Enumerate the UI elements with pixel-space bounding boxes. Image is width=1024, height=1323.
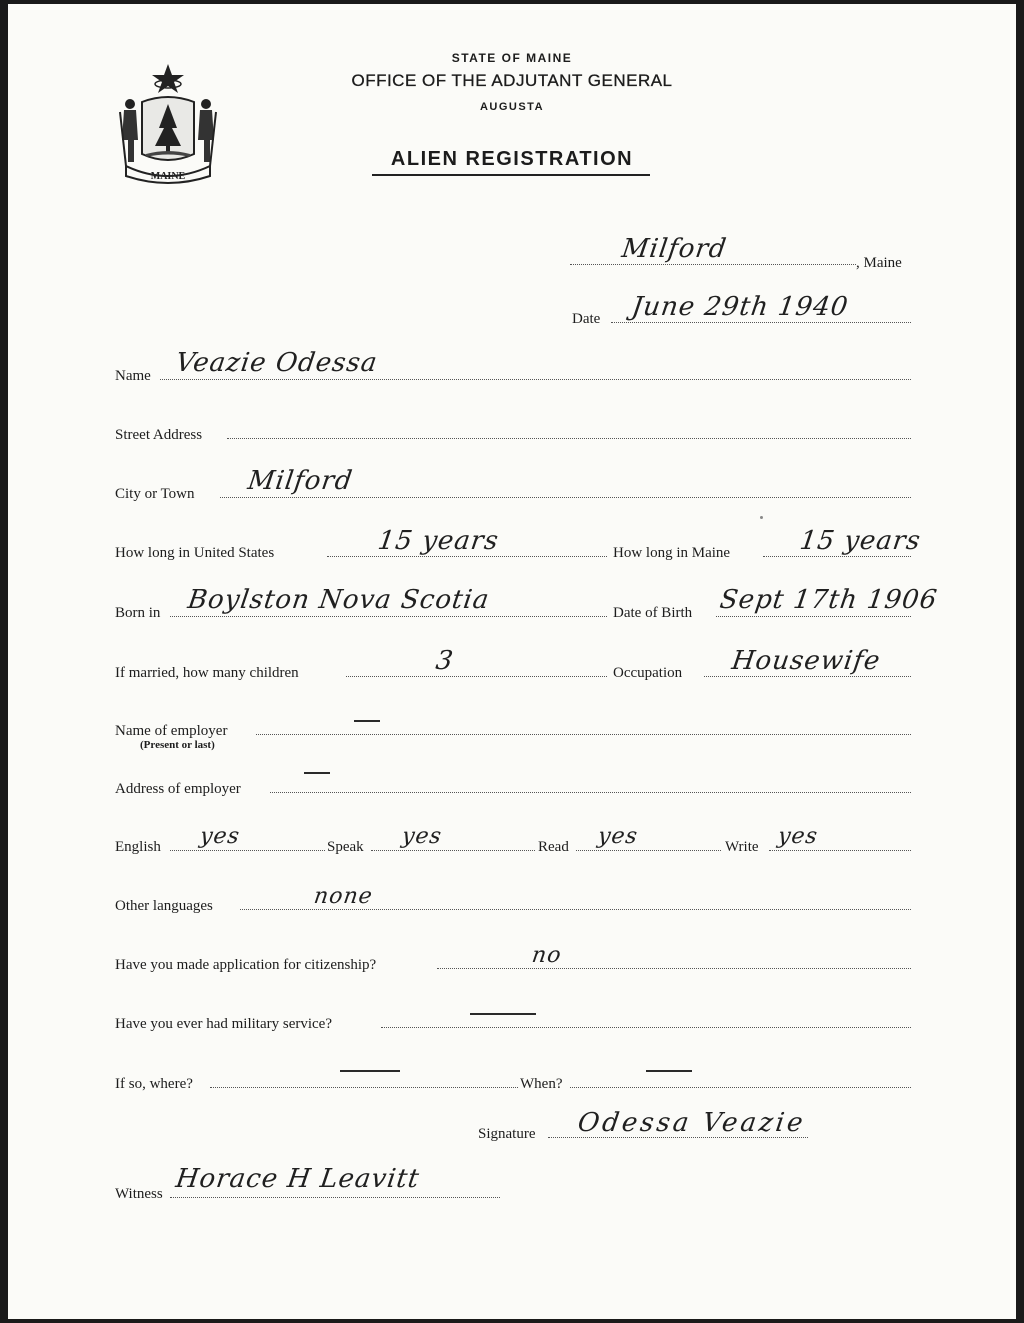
maine-label: , Maine	[856, 255, 902, 271]
children-label: If married, how many children	[115, 665, 299, 681]
how-long-us-label: How long in United States	[115, 545, 275, 561]
name-label: Name	[115, 368, 151, 384]
when-label: When?	[520, 1076, 563, 1092]
employer-name-sublabel: (Present or last)	[140, 739, 215, 751]
other-languages-value: none	[312, 884, 375, 909]
date-of-birth-label: Date of Birth	[613, 605, 693, 621]
form-title: ALIEN REGISTRATION	[390, 148, 634, 170]
military-dash	[470, 1013, 536, 1015]
employer-name-label: Name of employer	[115, 723, 228, 739]
how-long-us-value: 15 years	[375, 526, 501, 556]
employer-name-line	[256, 734, 911, 735]
witness-label: Witness	[115, 1186, 163, 1202]
name-value: Veazie Odessa	[173, 348, 380, 378]
born-in-label: Born in	[115, 605, 161, 621]
citizenship-line	[437, 968, 911, 969]
occupation-label: Occupation	[613, 665, 683, 681]
street-address-line	[227, 438, 911, 439]
date-of-birth-value: Sept 17th 1906	[717, 585, 940, 615]
employer-address-line	[270, 792, 911, 793]
where-label: If so, where?	[115, 1076, 193, 1092]
read-line	[576, 850, 721, 851]
occupation-value: Housewife	[729, 646, 883, 676]
signature-value: Odessa Veazie	[575, 1108, 808, 1138]
date-of-birth-line	[716, 616, 911, 617]
military-label: Have you ever had military service?	[115, 1016, 332, 1032]
city-value: Milford	[245, 466, 355, 496]
date-value: June 29th 1940	[629, 292, 851, 322]
date-label: Date	[572, 311, 601, 327]
born-in-value: Boylston Nova Scotia	[185, 585, 492, 615]
english-value: yes	[198, 824, 242, 849]
english-label: English	[115, 839, 161, 855]
header-office: OFFICE OF THE ADJUTANT GENERAL	[351, 71, 673, 90]
header-city: AUGUSTA	[479, 101, 545, 113]
witness-line	[170, 1197, 500, 1198]
employer-address-label: Address of employer	[115, 781, 241, 797]
city-label: City or Town	[115, 486, 195, 502]
write-line	[769, 850, 911, 851]
paper-speck	[760, 516, 763, 519]
military-line	[381, 1027, 911, 1028]
speak-value: yes	[400, 824, 444, 849]
children-line	[346, 676, 607, 677]
children-value: 3	[433, 646, 456, 676]
city-line	[220, 497, 911, 498]
where-dash	[340, 1070, 400, 1072]
date-line	[611, 322, 911, 323]
witness-value: Horace H Leavitt	[173, 1164, 422, 1194]
signature-label: Signature	[478, 1126, 536, 1142]
born-in-line	[170, 616, 607, 617]
occupation-line	[704, 676, 911, 677]
title-underline	[372, 174, 650, 176]
write-label: Write	[725, 839, 759, 855]
employer-name-dash	[354, 720, 380, 722]
read-value: yes	[596, 824, 640, 849]
town-line	[570, 264, 856, 265]
town-value: Milford	[619, 234, 729, 264]
citizenship-value: no	[530, 943, 564, 968]
other-languages-line	[240, 909, 911, 910]
street-address-label: Street Address	[115, 427, 203, 443]
when-line	[570, 1087, 911, 1088]
seal-banner-text: MAINE	[150, 171, 186, 182]
other-languages-label: Other languages	[115, 898, 213, 914]
how-long-maine-line	[763, 556, 911, 557]
how-long-maine-value: 15 years	[797, 526, 923, 556]
citizenship-label: Have you made application for citizenship?	[115, 957, 377, 973]
header-state: STATE OF MAINE	[451, 51, 573, 65]
how-long-maine-label: How long in Maine	[613, 545, 731, 561]
name-line	[160, 379, 911, 380]
how-long-us-line	[327, 556, 607, 557]
when-dash	[646, 1070, 692, 1072]
read-label: Read	[538, 839, 569, 855]
where-line	[210, 1087, 518, 1088]
speak-label: Speak	[327, 839, 364, 855]
english-line	[170, 850, 325, 851]
write-value: yes	[776, 824, 820, 849]
employer-address-dash	[304, 772, 330, 774]
speak-line	[371, 850, 535, 851]
